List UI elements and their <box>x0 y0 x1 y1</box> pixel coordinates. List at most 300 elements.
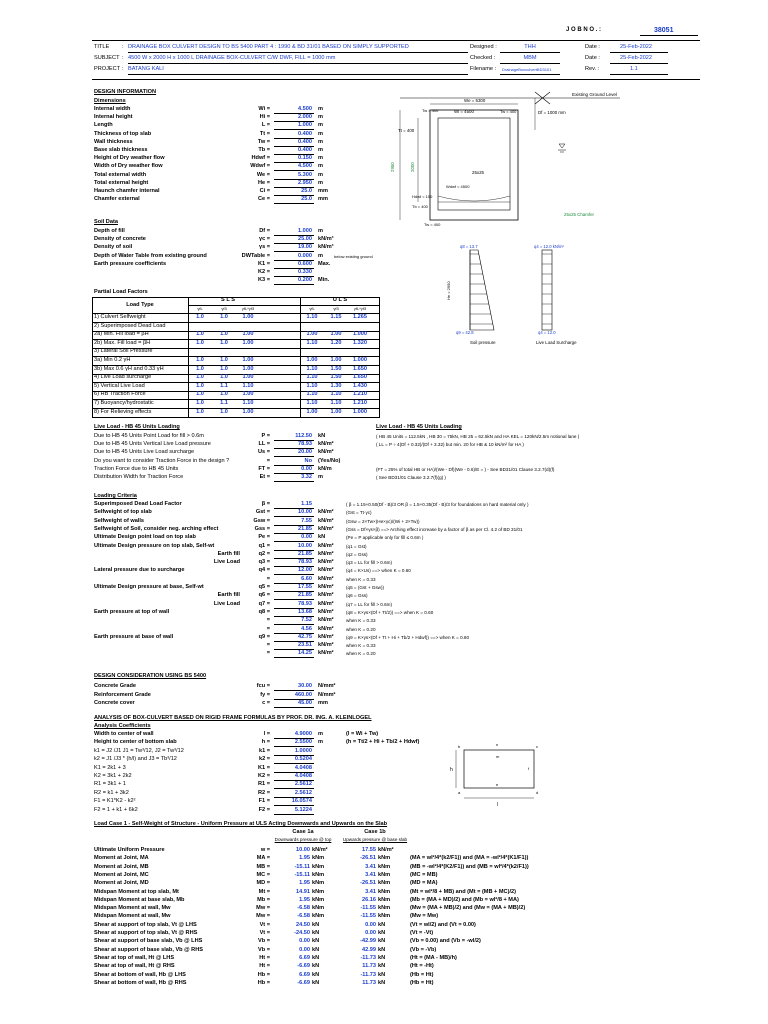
case-b-unit: kNm <box>378 913 391 920</box>
frame-f-label: f <box>528 766 530 771</box>
dim-unit: m <box>318 138 323 145</box>
dim-label: Internal height <box>94 114 133 121</box>
load-case-label: Ultimate Uniform Pressure <box>94 847 165 853</box>
factor-value: 1.00 <box>242 357 254 363</box>
case-b-value: 3.41 <box>365 863 376 870</box>
case-b-unit: kN <box>378 938 386 945</box>
soil-symbol: K2 = <box>258 269 270 275</box>
frame-d-label: d <box>536 790 539 795</box>
load-case-symbol: Mw = <box>256 913 270 920</box>
case-a-unit: kN <box>312 930 320 936</box>
dim-unit: m <box>318 155 323 162</box>
factor-row-label: 2) Superimposed Dead Load <box>94 322 166 329</box>
case-b-value: 11.73 <box>362 979 376 986</box>
design-bs-heading: DESIGN CONSIDERATION USING BS 5400 <box>94 673 207 679</box>
loading-symbol: q1 = <box>258 542 270 549</box>
dim-symbol: L = <box>261 122 270 129</box>
analysis-value: 16.0574 <box>291 798 312 805</box>
frame-b-label: b <box>458 744 461 749</box>
q4-top-label: q4 = 12.0 kN/m² <box>534 244 564 249</box>
factor-value: 1.000 <box>353 357 367 363</box>
design-bs-value: 30.00 <box>298 683 312 689</box>
loading-unit: kN/m² <box>318 592 334 599</box>
design-bs-value: 460.00 <box>294 691 312 698</box>
load-case-label: Shear at support of top slab, Vt @ LHS <box>94 921 197 928</box>
design-bs-value: 45.00 <box>298 700 312 707</box>
case-b-value: 3.41 <box>365 888 376 895</box>
loading-symbol: q8 = <box>258 608 270 615</box>
factor-value: 1.10 <box>306 374 318 381</box>
analysis-label: Width to center of wall <box>94 731 154 737</box>
loading-unit: kN/m² <box>318 559 334 566</box>
loading-value: 23.51 <box>298 642 312 649</box>
checked-value: MBM <box>523 55 537 61</box>
dim-value: 4.500 <box>298 163 312 170</box>
dim-unit: m <box>318 130 323 137</box>
chamfer-out-label: 25x25 Chamfer <box>564 212 595 217</box>
loading-label: Ultimate Design pressure on top slab, Self-wt <box>94 542 215 549</box>
live-load-value: 3.32 <box>301 474 312 480</box>
factor-value: 1.30 <box>330 382 342 389</box>
case-b-unit: kN <box>378 979 386 986</box>
soil-unit: m <box>318 252 323 259</box>
loading-symbol: q3 = <box>258 559 270 566</box>
soil-heading: Soil Data <box>94 219 118 225</box>
loading-label: Selfweight of walls <box>94 517 145 524</box>
load-case-heading: Load Case 1 - Self-Weight of Structure - Uniform Pressure at ULS Acting Downwards and Upwards on the Slab <box>94 821 388 827</box>
sls-header: S L S <box>221 297 235 303</box>
live-load-label: Due to HB 45 Units Live Load surcharge <box>94 449 195 456</box>
rule-line <box>188 305 380 306</box>
factor-value: 1.00 <box>330 408 342 415</box>
loading-value: 21.85 <box>298 525 312 532</box>
soil-unit: Min. <box>318 277 330 284</box>
uls-header: U L S <box>332 297 348 303</box>
case-a-value: 14.91 <box>296 888 310 895</box>
analysis-label: k1 = J2 /J1 J1 = Tw³/12, J2 = Tw³/12 <box>94 747 184 754</box>
live-load-label: Distribution Width for Traction Force <box>94 474 184 480</box>
culvert-inner <box>438 118 510 210</box>
case-b-unit: kNm <box>378 905 391 912</box>
job-number: 38051 <box>654 27 674 34</box>
live-load-label: Due to HB 45 Units Point Load for fill > 0.6m <box>94 433 204 439</box>
soil-value: 0.000 <box>298 252 312 259</box>
dim-label: Thickness of top slab <box>94 130 152 137</box>
load-case-symbol: Vb = <box>258 938 270 945</box>
dim-value: 25.0 <box>301 196 312 203</box>
dim-unit: mm <box>318 196 328 203</box>
project-colon: : <box>122 66 124 72</box>
soil-symbol: DWTable = <box>241 252 270 259</box>
frame-h-label: h <box>450 767 453 773</box>
live-load-unit: kN/m² <box>318 441 334 448</box>
case-a-unit: kNm <box>312 888 325 895</box>
analysis-label: R1 = 3k1 + 1 <box>94 781 127 788</box>
rev-label: Rev. : <box>585 66 600 72</box>
design-bs-unit: N/mm² <box>318 683 336 689</box>
header-top-rule <box>92 40 700 41</box>
factor-value: 1.0 <box>196 314 204 320</box>
factor-value: 1.10 <box>306 339 318 346</box>
analysis-value: 1.0000 <box>294 747 312 754</box>
loading-symbol: = <box>266 650 270 657</box>
design-bs-unit: N/mm² <box>318 691 336 698</box>
analysis-value: 4.0408 <box>294 773 312 779</box>
load-case-note: (Ht = (MA - MB)/h) <box>410 954 457 961</box>
case-a-value: -24.50 <box>294 930 310 936</box>
analysis-symbol: l = <box>263 731 270 737</box>
case-a-unit: kN <box>312 921 320 928</box>
loading-label: Superimposed Dead Load Factor <box>94 501 182 507</box>
loading-symbol: Gss = <box>254 525 270 532</box>
factor-value: 1.20 <box>330 339 342 346</box>
case-a-unit: kNm <box>312 855 325 862</box>
analysis-value: 2.5500 <box>294 739 312 746</box>
live-load-label: Due to HB 45 Units Vertical Live Load pressure <box>94 441 211 448</box>
factor-value: 1.000 <box>353 408 367 415</box>
tt-label: Tt = 400 <box>398 128 415 133</box>
soil-value: 25.00 <box>298 236 312 243</box>
live-load-symbol: LL = <box>258 441 270 448</box>
loading-unit: kN/m² <box>318 642 334 649</box>
factor-value: 1.00 <box>242 365 254 372</box>
loading-unit: kN/m² <box>318 567 334 574</box>
factor-value: 1.10 <box>242 400 254 406</box>
factor-row-label: 4) Live Load surcharge <box>94 374 152 381</box>
soil-pressure-label: Soil pressure <box>470 340 496 345</box>
case-a-value: 10.00 <box>296 847 310 853</box>
load-case-symbol: Mw = <box>256 905 270 912</box>
factor-value: 1.210 <box>353 391 367 398</box>
loading-note: when K = 0.20 <box>346 651 376 657</box>
wi-label: Wi = 4500 <box>454 109 474 114</box>
dim-symbol: He = <box>258 179 270 186</box>
factor-value: 1.0 <box>220 314 228 320</box>
design-bs-symbol: fcu = <box>256 683 270 689</box>
dim-symbol: Tw = <box>257 138 270 145</box>
analysis-symbol: K1 = <box>258 764 270 771</box>
analysis-symbol: k2 = <box>258 756 270 763</box>
loading-unit: kN/m² <box>318 617 334 624</box>
factor-value: 1.0 <box>196 400 204 406</box>
factor-value: 1.00 <box>306 408 318 415</box>
loading-label: Selfweight of Soil, consider neg. arching effect <box>94 525 219 532</box>
factor-row-label: 1) Culvert Selfweight <box>94 314 146 320</box>
loading-unit: kN <box>318 534 326 541</box>
loading-label: Ultimate Design pressure at base, Self-wt <box>94 584 204 590</box>
factor-row-label: 3a) Min 0.2 γH <box>94 357 131 363</box>
case-a-value: -6.69 <box>297 979 310 986</box>
soil-value: 19.00 <box>298 244 312 251</box>
analysis-subheading: Analysis Coefficients <box>94 723 151 729</box>
loading-label: Live Load <box>213 559 240 566</box>
loading-symbol: q5 = <box>258 584 270 590</box>
case-b-value: -26.51 <box>360 880 376 887</box>
factor-value: 1.10 <box>330 400 342 406</box>
analysis-label: R2 = k1 + 3k2 <box>94 789 129 796</box>
dim-symbol: Wdwf = <box>250 163 270 170</box>
df-label: Df = 1000 mm <box>538 110 566 115</box>
load-case-note: (MD = MA) <box>410 880 438 887</box>
loading-value: 4.56 <box>301 625 312 632</box>
case-b-value: -42.99 <box>360 938 376 945</box>
case-a-unit: kNm <box>312 871 325 878</box>
loading-symbol: = <box>266 617 270 624</box>
analysis-label: K2 = 3k1 + 2k2 <box>94 773 132 779</box>
input-underline <box>274 203 314 204</box>
rule-line <box>610 74 668 75</box>
factor-row-label: 3) Lateral Soil Pressure <box>94 348 153 355</box>
soil-symbol: Df = <box>259 228 270 234</box>
soil-symbol: γs = <box>258 244 270 251</box>
factor-value: 1.00 <box>306 357 318 363</box>
factor-value: 1.00 <box>330 331 342 338</box>
soil-symbol: K3 = <box>258 277 270 284</box>
load-case-symbol: Ht = <box>259 963 270 970</box>
factor-value: 1.0 <box>196 331 204 338</box>
factor-value: 1.0 <box>196 391 204 398</box>
project-label: PROJECT <box>94 66 121 72</box>
case-b-unit: kN/m² <box>378 847 394 853</box>
loading-note: when K = 0.33 <box>346 576 376 582</box>
loading-note: ( β = 1.15+0.50(Df - B)/3 OR β = 1.5+0.35(Df - B)/3 for foundations on hard material only ) <box>346 502 529 507</box>
loading-symbol: q2 = <box>258 550 270 557</box>
loading-value: 42.75 <box>298 633 312 640</box>
soil-value: 1.000 <box>298 228 312 234</box>
soil-unit: kN/m³ <box>318 236 334 243</box>
loading-note: (q1 = Gst) <box>346 543 367 549</box>
load-case-symbol: Mt = <box>258 888 270 895</box>
case-a-value: 1.95 <box>299 855 310 862</box>
loading-unit: kN/m² <box>318 608 334 615</box>
hi-dim-label: 2000 <box>410 162 415 172</box>
factor-value: 1.00 <box>330 357 342 363</box>
soil-label: Depth of Water Table from existing ground <box>94 252 207 259</box>
soil-value: 0.330 <box>298 269 312 275</box>
loading-value: 7.52 <box>301 617 312 624</box>
load-type-header: Load Type <box>126 302 154 308</box>
analysis-symbol: R2 = <box>258 789 270 796</box>
loading-value: 7.55 <box>301 517 312 524</box>
factor-value: 1.000 <box>353 331 367 338</box>
case-b-unit: kNm <box>378 871 391 878</box>
factor-subheader: γf3 <box>333 306 339 311</box>
factor-value: 1.0 <box>196 365 204 372</box>
factor-value: 1.10 <box>306 382 318 389</box>
case-a-value: -6.69 <box>297 963 310 970</box>
loading-note: (q9 = K×γs×(Df + Tt + Hi + Tb/2 + Hdwf)) ==> when K = 0.60 <box>346 634 470 640</box>
factor-value: 1.10 <box>242 382 254 389</box>
dim-symbol: Wi = <box>258 106 270 112</box>
dim-value: 0.400 <box>298 130 312 137</box>
input-underline <box>274 690 314 691</box>
load-case-symbol: Mb = <box>257 896 270 903</box>
case-a-value: -6.58 <box>297 905 310 912</box>
analysis-value: 4.9000 <box>294 731 312 737</box>
input-underline <box>274 814 314 815</box>
dim-unit: m <box>318 122 323 129</box>
load-case-label: Midspan Moment at wall, Mw <box>94 905 171 912</box>
factor-value: 1.0 <box>196 339 204 346</box>
factor-value: 1.00 <box>242 331 254 338</box>
soil-note: below existing ground <box>334 253 373 259</box>
design-info-heading: DESIGN INFORMATION <box>94 89 157 95</box>
loading-value: 21.85 <box>298 550 312 557</box>
input-underline <box>274 284 314 285</box>
loading-value: 21.85 <box>298 592 312 599</box>
analysis-unit: m <box>318 739 323 746</box>
loading-unit: kN/m² <box>318 542 334 549</box>
load-case-label: Shear at support of top slab, Vt @ RHS <box>94 930 198 936</box>
live-load-heading-right: Live Load - HB 45 Units Loading <box>376 424 462 430</box>
soil-unit: Max. <box>318 260 331 267</box>
load-case-note: (Ht = -Ht) <box>410 963 434 970</box>
factor-row-label: 3b) Max 0.6 γH and 0.33 γH <box>94 365 164 372</box>
load-case-label: Shear at top of wall, Ht @ LHS <box>94 954 175 961</box>
loading-label: Ultimate Design point load on top slab <box>94 534 196 541</box>
subject-value: 4500 W x 2000 H x 1000 L DRAINAGE BOX-CULVERT C/W DWF, FILL = 1000 mm <box>128 55 336 61</box>
load-case-note: (Mw = (MA + MB)/2) and (Mw = (MA + MB)/2) <box>410 905 526 912</box>
analysis-label: F1 = K1*K2 - k2² <box>94 798 136 805</box>
case-a-value: -6.58 <box>297 913 310 920</box>
rule-line <box>610 63 668 64</box>
factor-value: 1.0 <box>220 408 228 415</box>
dim-symbol: Hdwf = <box>251 155 270 162</box>
factor-subheader: γfL*γf3 <box>241 306 255 311</box>
dim-unit: m <box>318 147 323 153</box>
analysis-symbol: k1 = <box>258 747 270 754</box>
loading-note: (Gss = Df×γs×β) ==> Arching effect increase by a factor of β as per Cl. 4.2 of BD 31/01 <box>346 526 523 532</box>
loading-symbol: Pe = <box>258 534 270 541</box>
loading-note: (Pe = P applicable only for fill ≤ 0.6m ) <box>346 535 424 541</box>
pressure-diagrams <box>446 240 610 350</box>
filename-label: Filename : <box>470 66 497 72</box>
dim-value: 1.000 <box>298 122 312 129</box>
loading-unit: kN/m² <box>318 584 334 590</box>
analysis-symbol: F2 = <box>258 806 270 813</box>
factor-value: 1.50 <box>330 365 342 372</box>
live-load-symbol: Us = <box>258 449 270 456</box>
analysis-heading: ANALYSIS OF BOX-CULVERT BASED ON RIGID FRAME FORMULAS BY PROF. DR. ING. A. KLEINLOGEL <box>94 715 372 721</box>
title-value: DRAINAGE BOX CULVERT DESIGN TO BS 5400 PART 4 : 1990 & BD 31/01 BASED ON SIMPLY SUPPORTED <box>128 44 409 50</box>
soil-pressure-shape <box>470 250 494 330</box>
analysis-note: (h = Tt/2 + Hi + Tb/2 + Hdwf) <box>346 739 420 746</box>
factor-value: 1.0 <box>220 357 228 363</box>
load-case-label: Midspan Moment at base slab, Mb <box>94 896 185 903</box>
factor-value: 1.10 <box>306 314 318 320</box>
case-a-value: 0.00 <box>299 938 310 945</box>
input-underline <box>274 657 314 658</box>
loading-symbol: = <box>266 575 270 582</box>
loading-value: 10.00 <box>298 542 312 549</box>
live-load-value: 78.93 <box>298 441 312 448</box>
loading-symbol: q9 = <box>258 633 270 640</box>
soil-label: Density of soil <box>94 244 133 251</box>
date2-label: Date : <box>585 55 600 61</box>
rule-line <box>500 63 560 64</box>
load-case-label: Moment at Joint, MD <box>94 880 149 887</box>
factor-subheader: γfL <box>197 306 203 311</box>
case-b-value: 3.41 <box>365 871 376 878</box>
dimensions-heading: Dimensions <box>94 98 126 104</box>
rule-line <box>500 74 560 75</box>
load-case-note: (MB = -wl²/4*(K2/F1)) and (MB = wl²/4*(k2/F1)) <box>410 863 529 870</box>
loading-note: (q3 = LL for fill > 0.6m) <box>346 560 393 566</box>
load-case-symbol: MB = <box>256 863 270 870</box>
factor-value: 1.430 <box>353 382 367 389</box>
factor-subheader: γfL*γf3 <box>353 306 367 311</box>
rule-line <box>500 52 560 53</box>
table-row-rule <box>92 417 380 418</box>
date1-label: Date : <box>585 44 600 50</box>
case-b-value: 11.73 <box>362 963 376 970</box>
case-a-value: 6.69 <box>299 954 310 961</box>
load-case-note: (Hb = Ht) <box>410 979 434 986</box>
case-a-value: 6.69 <box>299 971 310 978</box>
dwf-curve <box>438 196 510 201</box>
live-load-unit: m <box>318 474 323 480</box>
soil-value: 0.200 <box>298 277 312 284</box>
loading-symbol: Gsw = <box>253 517 270 524</box>
case-b-value: -26.51 <box>360 855 376 862</box>
title-label: TITLE <box>94 44 110 50</box>
date1-value: 25-Feb-2022 <box>620 44 653 50</box>
case-a-unit: kNm <box>312 896 325 903</box>
loading-value: 78.93 <box>298 559 312 566</box>
surcharge-label: Live Load Surcharge <box>536 340 577 345</box>
case-a-subheader: Downwards pressure @ top <box>274 837 332 842</box>
dim-value: 2.950 <box>298 179 312 186</box>
soil-symbol: K1 = <box>258 260 270 267</box>
load-case-symbol: w = <box>260 847 270 853</box>
live-load-heading: Live Load - HB 45 Units Loading <box>94 424 180 430</box>
design-bs-label: Reinforcement Grade <box>94 691 151 698</box>
factor-value: 1.10 <box>306 391 318 398</box>
designed-value: THH <box>524 44 536 50</box>
loading-note: (q2 = Gss) <box>346 551 368 557</box>
loading-value: 78.93 <box>298 600 312 607</box>
tb-label: Tb = 400 <box>412 204 428 209</box>
analysis-symbol: R1 = <box>258 781 270 788</box>
loading-value: 0.00 <box>301 534 312 541</box>
case-b-value: -11.55 <box>360 905 376 912</box>
culvert-outer <box>430 110 518 220</box>
rev-value: 1.1 <box>630 66 638 72</box>
case-b-unit: kNm <box>378 855 391 862</box>
live-load-symbol: FT = <box>258 465 270 472</box>
factor-value: 1.1 <box>220 400 228 406</box>
live-load-note: ( HB 45 Units = 112.5kN , HB 30 = 75kN, HB 25 = 62.5kN and HA KEL = 120kN/2.5m notional lane ) <box>376 434 580 439</box>
loading-unit: kN/m² <box>318 517 334 524</box>
frame-a-label: a <box>458 790 461 795</box>
case-a-unit: kNm <box>312 863 325 870</box>
soil-label: Earth pressure coefficients <box>94 260 167 267</box>
live-load-symbol: Et = <box>259 474 270 480</box>
rule-line <box>128 63 468 64</box>
design-bs-label: Concrete cover <box>94 700 135 707</box>
live-load-value: 20.00 <box>298 449 312 456</box>
subject-label: SUBJECT <box>94 55 120 61</box>
loading-value: 6.60 <box>301 575 312 582</box>
load-case-note: (Vt = wl/2) and (Vt = 0.00) <box>410 921 476 928</box>
dim-value: 25.0 <box>301 188 312 194</box>
loading-note: when K = 0.33 <box>346 618 376 624</box>
input-underline <box>274 707 314 708</box>
case-a-unit: kN <box>312 954 320 961</box>
factor-value: 1.0 <box>196 382 204 389</box>
hdwf-label: Hdwf = 150 <box>412 194 433 199</box>
load-case-note: (Vb = 0.00) and (Vb = -wl/2) <box>410 938 481 945</box>
